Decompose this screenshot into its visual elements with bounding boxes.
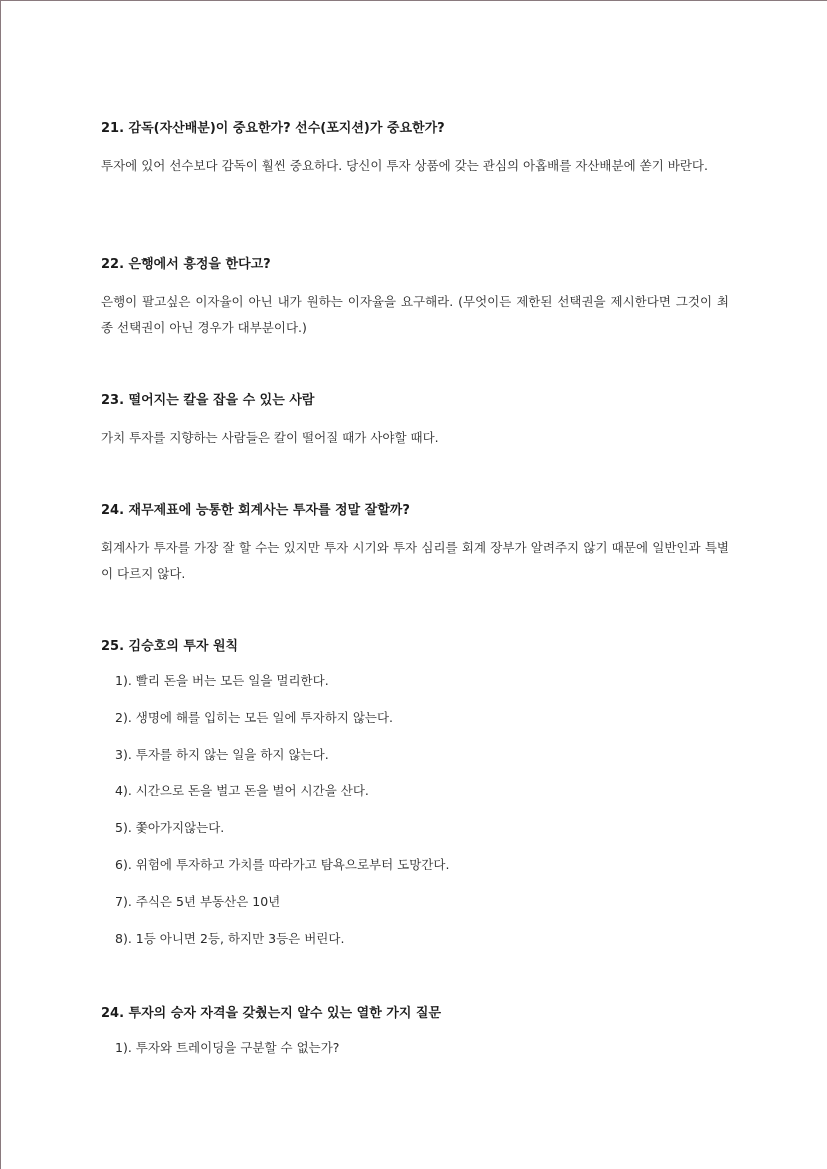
list-item: 6). 위험에 투자하고 가치를 따라가고 탐욕으로부터 도망간다. (115, 856, 450, 872)
list-item: 7). 주식은 5년 부동산은 10년 (115, 893, 281, 909)
list-item: 8). 1등 아니면 2등, 하지만 3등은 버린다. (115, 930, 345, 946)
list-item: 4). 시간으로 돈을 벌고 돈을 벌어 시간을 산다. (115, 783, 369, 799)
section-paragraph: 회계사가 투자를 가장 잘 할 수는 있지만 투자 시기와 투자 심리를 회계 장부가 알려주지 않기 때문에 일반인과 특별이 다르지 않다. (101, 540, 729, 581)
section-22 (101, 255, 729, 341)
section-heading: 22. 은행에서 흥정을 한다고? (101, 257, 271, 272)
section-paragraph: 가치 투자를 지향하는 사람들은 칼이 떨어질 때가 사야할 때다. (101, 430, 439, 445)
section-heading: 24. 투자의 승자 자격을 갖췄는지 알수 있는 열한 가지 질문 (101, 1006, 442, 1021)
list-item: 2). 생명에 해를 입히는 모든 일에 투자하지 않는다. (115, 709, 394, 725)
section-paragraph: 은행이 팔고싶은 이자율이 아닌 내가 원하는 이자율을 요구해라. (무엇이든 제한된 선택권을 제시한다면 그것이 최종 선택권이 아닌 경우가 대부분이다.) (101, 294, 729, 335)
section-heading: 21. 감독(자산배분)이 중요한가? 선수(포지션)가 중요한가? (101, 121, 445, 136)
section-24 (101, 501, 729, 587)
section-paragraph: 투자에 있어 선수보다 감독이 훨씬 중요하다. 당신이 투자 상품에 갖는 관심의 아홉배를 자산배분에 쏟기 바란다. (101, 158, 708, 173)
list-item: 5). 쫓아가지않는다. (115, 820, 225, 836)
section-heading: 23. 떨어지는 칼을 잡을 수 있는 사람 (101, 393, 315, 408)
section-heading: 24. 재무제표에 능통한 회계사는 투자를 정말 잘할까? (101, 503, 410, 518)
principles-list (101, 671, 729, 949)
section-21 (101, 119, 729, 179)
section-25-investment-principles (101, 637, 729, 949)
list-item: 1). 빨리 돈을 버는 모든 일을 멀리한다. (115, 673, 329, 688)
list-item: 3). 투자를 하지 않는 일을 하지 않는다. (115, 746, 329, 762)
questions-list (101, 1038, 729, 1058)
section-23 (101, 391, 729, 451)
section-24-eleven-questions (101, 1004, 729, 1058)
section-heading: 25. 김승호의 투자 원칙 (101, 639, 239, 654)
list-item: 1). 투자와 트레이딩을 구분할 수 없는가? (115, 1040, 340, 1055)
